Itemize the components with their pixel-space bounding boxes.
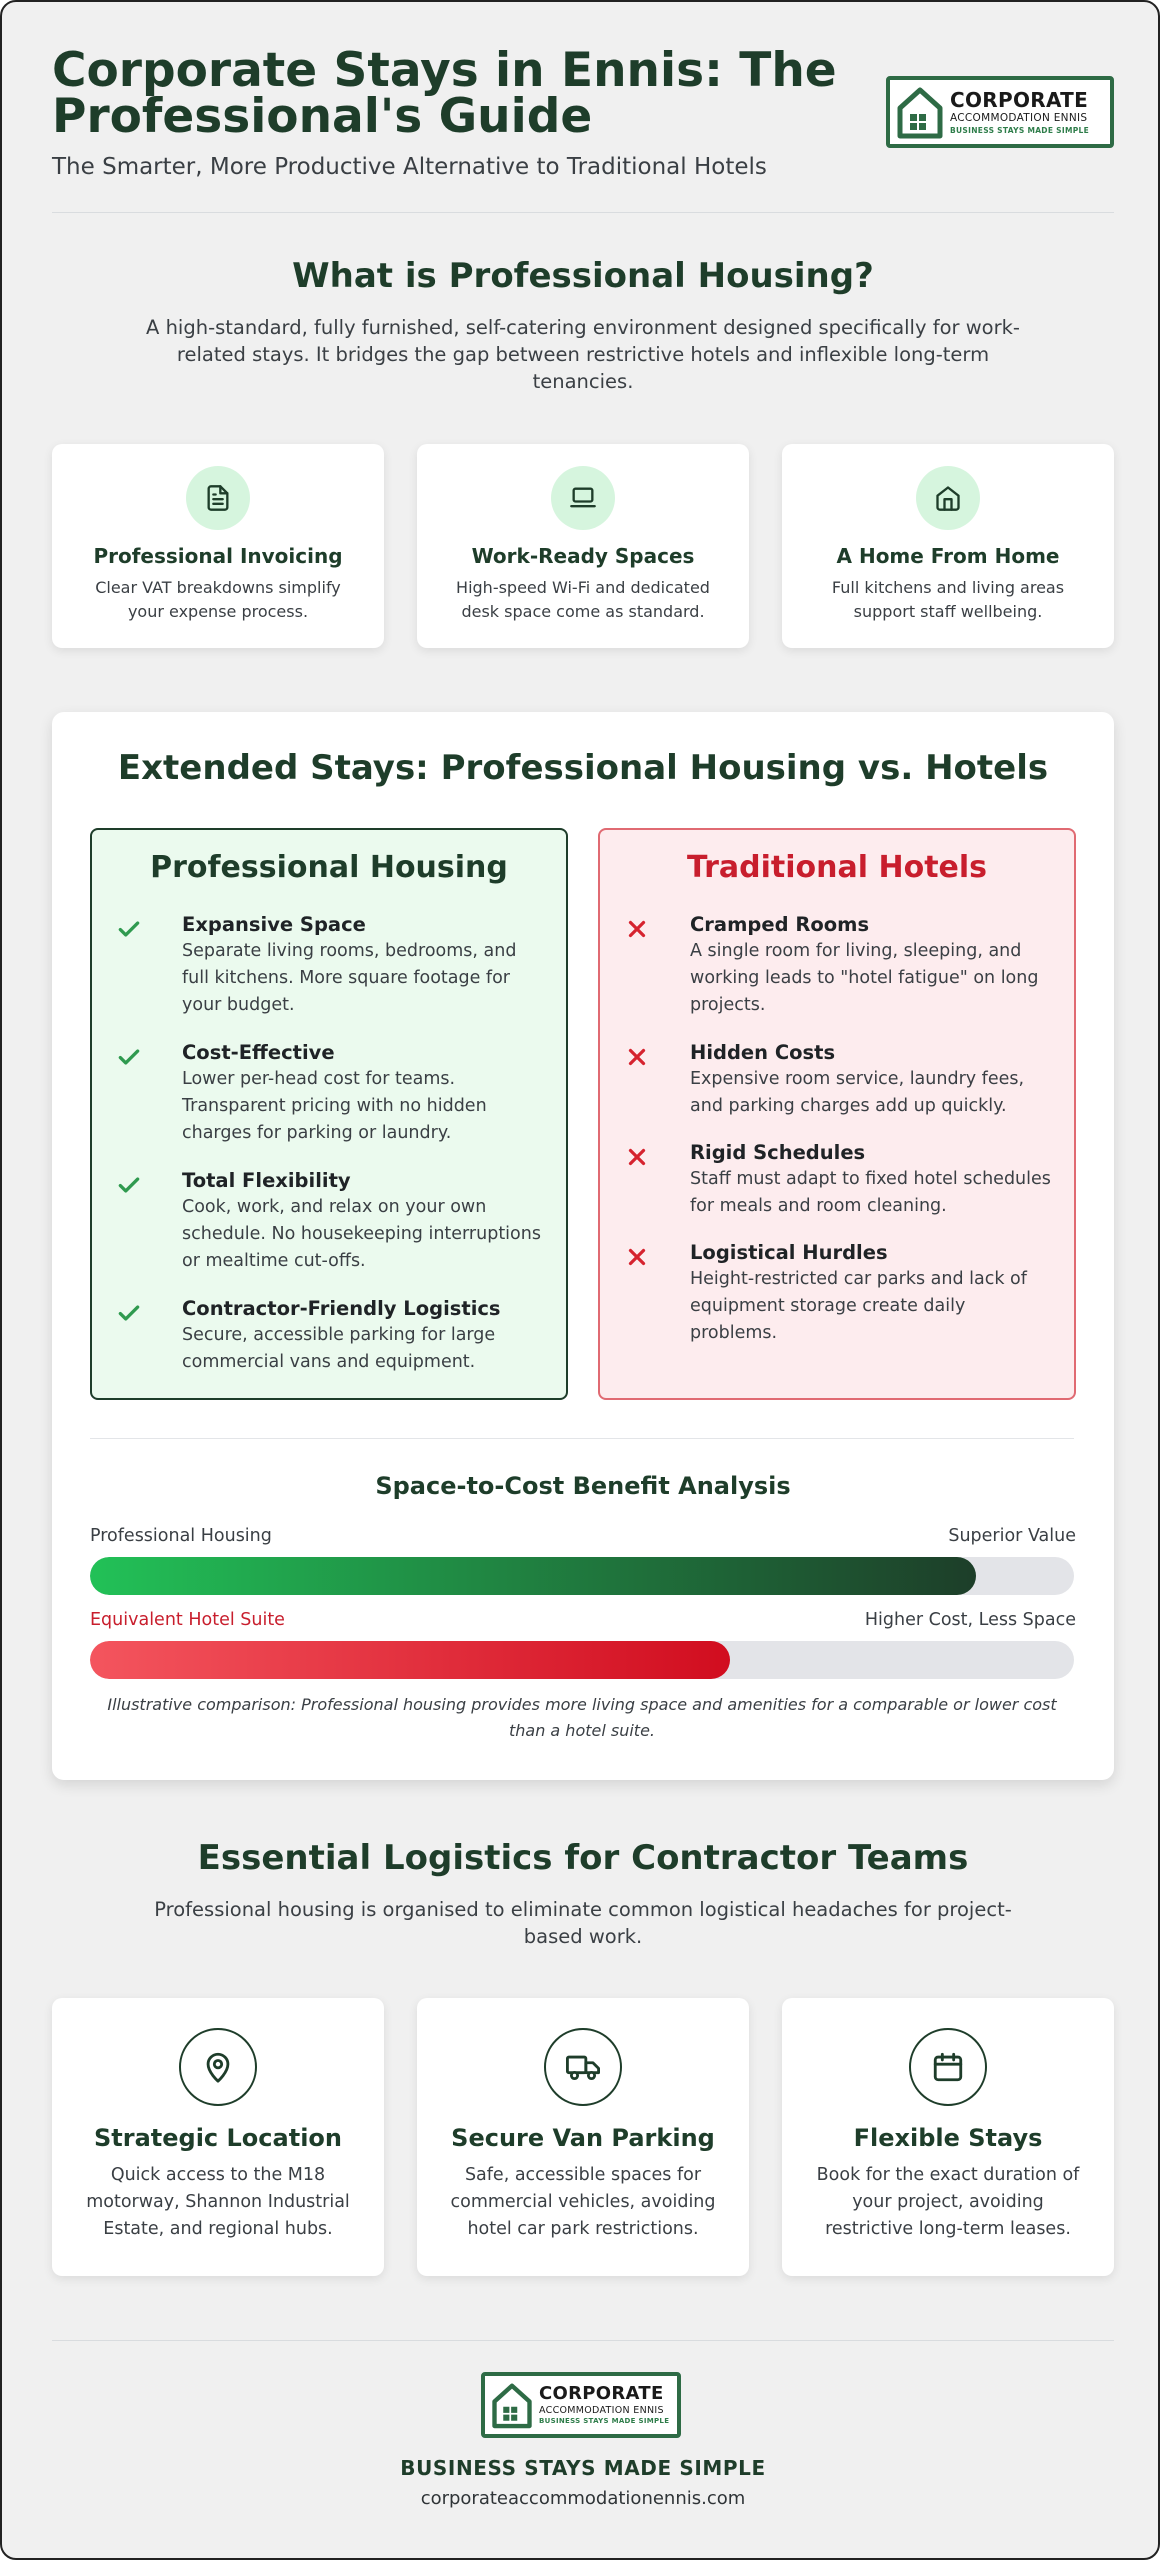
cross-icon bbox=[624, 916, 650, 942]
footer-tagline: BUSINESS STAYS MADE SIMPLE bbox=[400, 2456, 766, 2480]
logistics-card-text: Safe, accessible spaces for commercial vehicles, avoiding hotel car park restrictions. bbox=[450, 2165, 716, 2239]
feature-card-title: Professional Invoicing bbox=[93, 544, 343, 568]
feature-icon-circle bbox=[916, 466, 980, 530]
logistics-card-text: Quick access to the M18 motorway, Shannon Industrial Estate, and regional hubs. bbox=[86, 2165, 350, 2239]
logistics-icon-ring bbox=[179, 2028, 257, 2106]
housing-item bbox=[116, 1168, 546, 1275]
logo-line-1: CORPORATE bbox=[539, 2382, 664, 2404]
logo-line-3: BUSINESS STAYS MADE SIMPLE bbox=[539, 2417, 670, 2426]
header-divider bbox=[52, 212, 1114, 213]
hotels-item bbox=[624, 1140, 1054, 1220]
check-icon bbox=[116, 1044, 142, 1070]
housing-item bbox=[116, 912, 546, 1019]
hotels-item-title: Logistical Hurdles bbox=[690, 1241, 888, 1264]
housing-item-text: Cook, work, and relax on your own schedule. No housekeeping interruptions or mealtime cut-offs. bbox=[182, 1197, 541, 1271]
page-header bbox=[52, 43, 1114, 180]
logo-text bbox=[539, 2382, 670, 2426]
bar-right-label-housing: Superior Value bbox=[948, 1526, 1076, 1546]
page-subtitle: The Smarter, More Productive Alternative to Traditional Hotels bbox=[52, 154, 767, 180]
cross-icon bbox=[624, 1144, 650, 1170]
bar-right-label-hotel: Higher Cost, Less Space bbox=[864, 1610, 1076, 1630]
check-icon bbox=[116, 1172, 142, 1198]
hotels-heading: Traditional Hotels bbox=[686, 850, 988, 885]
bar-fill-housing bbox=[90, 1557, 976, 1595]
feature-icon-circle bbox=[551, 466, 615, 530]
logistics-card-text: Book for the exact duration of your project, avoiding restrictive long-term leases. bbox=[816, 2165, 1080, 2239]
calendar-icon bbox=[931, 2050, 965, 2084]
logistics-card-title: Strategic Location bbox=[93, 2124, 342, 2152]
document-icon bbox=[204, 484, 232, 512]
feature-card-title: A Home From Home bbox=[836, 544, 1060, 568]
hotels-item-text: A single room for living, sleeping, and working leads to "hotel fatigue" on long projects. bbox=[690, 941, 1039, 1015]
housing-heading: Professional Housing bbox=[150, 850, 508, 885]
logistics-icon-ring bbox=[909, 2028, 987, 2106]
hotels-item bbox=[624, 912, 1054, 1019]
intro-description: A high-standard, fully furnished, self-catering environment designed specifically for work-related stays. It bridges the gap between restrictive hotels and inflexible long-term tenancies. bbox=[146, 316, 1020, 393]
bar-label-hotel: Equivalent Hotel Suite bbox=[90, 1610, 285, 1630]
logo-line-1: CORPORATE bbox=[950, 88, 1089, 112]
hotels-item-title: Rigid Schedules bbox=[690, 1141, 866, 1164]
housing-column bbox=[90, 828, 568, 1400]
check-icon bbox=[116, 916, 142, 942]
housing-item-title: Total Flexibility bbox=[182, 1169, 351, 1192]
logistics-icon-ring bbox=[544, 2028, 622, 2106]
housing-item-text: Secure, accessible parking for large commercial vans and equipment. bbox=[182, 1325, 496, 1372]
logistics-title: Essential Logistics for Contractor Teams bbox=[197, 1838, 969, 1878]
chart-divider bbox=[90, 1438, 1074, 1439]
housing-item-text: Lower per-head cost for teams. Transparent pricing with no hidden charges for parking or laundry. bbox=[182, 1069, 487, 1143]
comparison-title: Extended Stays: Professional Housing vs. Hotels bbox=[117, 748, 1049, 788]
chart-title: Space-to-Cost Benefit Analysis bbox=[375, 1472, 791, 1500]
feature-card-text: Clear VAT breakdowns simplify your expense process. bbox=[95, 578, 341, 621]
hotels-item-text: Staff must adapt to fixed hotel schedules for meals and room cleaning. bbox=[690, 1169, 1051, 1216]
housing-item-title: Contractor-Friendly Logistics bbox=[182, 1297, 501, 1320]
logo-line-2: ACCOMMODATION ENNIS bbox=[950, 112, 1088, 124]
map-pin-icon bbox=[201, 2050, 235, 2084]
house-icon bbox=[491, 2380, 533, 2430]
hotels-item bbox=[624, 1040, 1054, 1120]
bar-label-housing: Professional Housing bbox=[90, 1526, 272, 1546]
hotels-column bbox=[598, 828, 1076, 1400]
hotels-item-title: Cramped Rooms bbox=[690, 913, 870, 936]
logo-line-2: ACCOMMODATION ENNIS bbox=[539, 2404, 664, 2416]
home-icon bbox=[934, 484, 962, 512]
feature-card-invoicing bbox=[52, 444, 384, 648]
footer-logo bbox=[481, 2372, 681, 2438]
logistics-description: Professional housing is organised to eliminate common logistical headaches for project-based work. bbox=[154, 1898, 1012, 1948]
feature-card-home bbox=[782, 444, 1114, 648]
feature-card-text: High-speed Wi-Fi and dedicated desk space come as standard. bbox=[456, 578, 710, 621]
housing-item-text: Separate living rooms, bedrooms, and full kitchens. More square footage for your budget. bbox=[182, 941, 517, 1015]
cross-icon bbox=[624, 1244, 650, 1270]
feature-card-workspace bbox=[417, 444, 749, 648]
feature-card-text: Full kitchens and living areas support staff wellbeing. bbox=[831, 578, 1065, 621]
brand-logo bbox=[886, 76, 1114, 148]
intro-title: What is Professional Housing? bbox=[292, 256, 874, 296]
cross-icon bbox=[624, 1044, 650, 1070]
hotels-item bbox=[624, 1240, 1054, 1347]
comparison-panel bbox=[52, 712, 1114, 1780]
laptop-icon bbox=[569, 484, 597, 512]
logistics-card-title: Secure Van Parking bbox=[451, 2124, 715, 2152]
footer-url-link[interactable]: corporateaccommodationennis.com bbox=[420, 2488, 746, 2509]
truck-icon bbox=[564, 2050, 602, 2084]
housing-item bbox=[116, 1040, 546, 1147]
house-icon bbox=[896, 84, 944, 140]
check-icon bbox=[116, 1300, 142, 1326]
bar-track-housing bbox=[90, 1557, 1074, 1595]
bar-fill-hotel bbox=[90, 1641, 730, 1679]
logo-text bbox=[950, 90, 1089, 134]
footer-divider bbox=[52, 2340, 1114, 2341]
housing-item-title: Cost-Effective bbox=[182, 1041, 335, 1064]
logistics-card-title: Flexible Stays bbox=[853, 2124, 1043, 2152]
chart-note: Illustrative comparison: Professional housing provides more living space and amenities for a comparable or lower cost than a hotel suite. bbox=[107, 1695, 1057, 1740]
hotels-item-title: Hidden Costs bbox=[690, 1041, 836, 1064]
hotels-item-text: Height-restricted car parks and lack of equipment storage create daily problems. bbox=[690, 1269, 1027, 1343]
housing-item bbox=[116, 1296, 546, 1376]
housing-item-title: Expansive Space bbox=[182, 913, 366, 936]
bar-track-hotel bbox=[90, 1641, 1074, 1679]
hotels-item-text: Expensive room service, laundry fees, and parking charges add up quickly. bbox=[690, 1069, 1025, 1116]
logistics-card-parking bbox=[417, 1998, 749, 2276]
logistics-card-stays bbox=[782, 1998, 1114, 2276]
logistics-card-location bbox=[52, 1998, 384, 2276]
feature-card-title: Work-Ready Spaces bbox=[471, 544, 695, 568]
feature-icon-circle bbox=[186, 466, 250, 530]
page-title: Corporate Stays in Ennis: The Professional's Guide bbox=[52, 43, 837, 144]
logo-line-3: BUSINESS STAYS MADE SIMPLE bbox=[950, 125, 1090, 135]
